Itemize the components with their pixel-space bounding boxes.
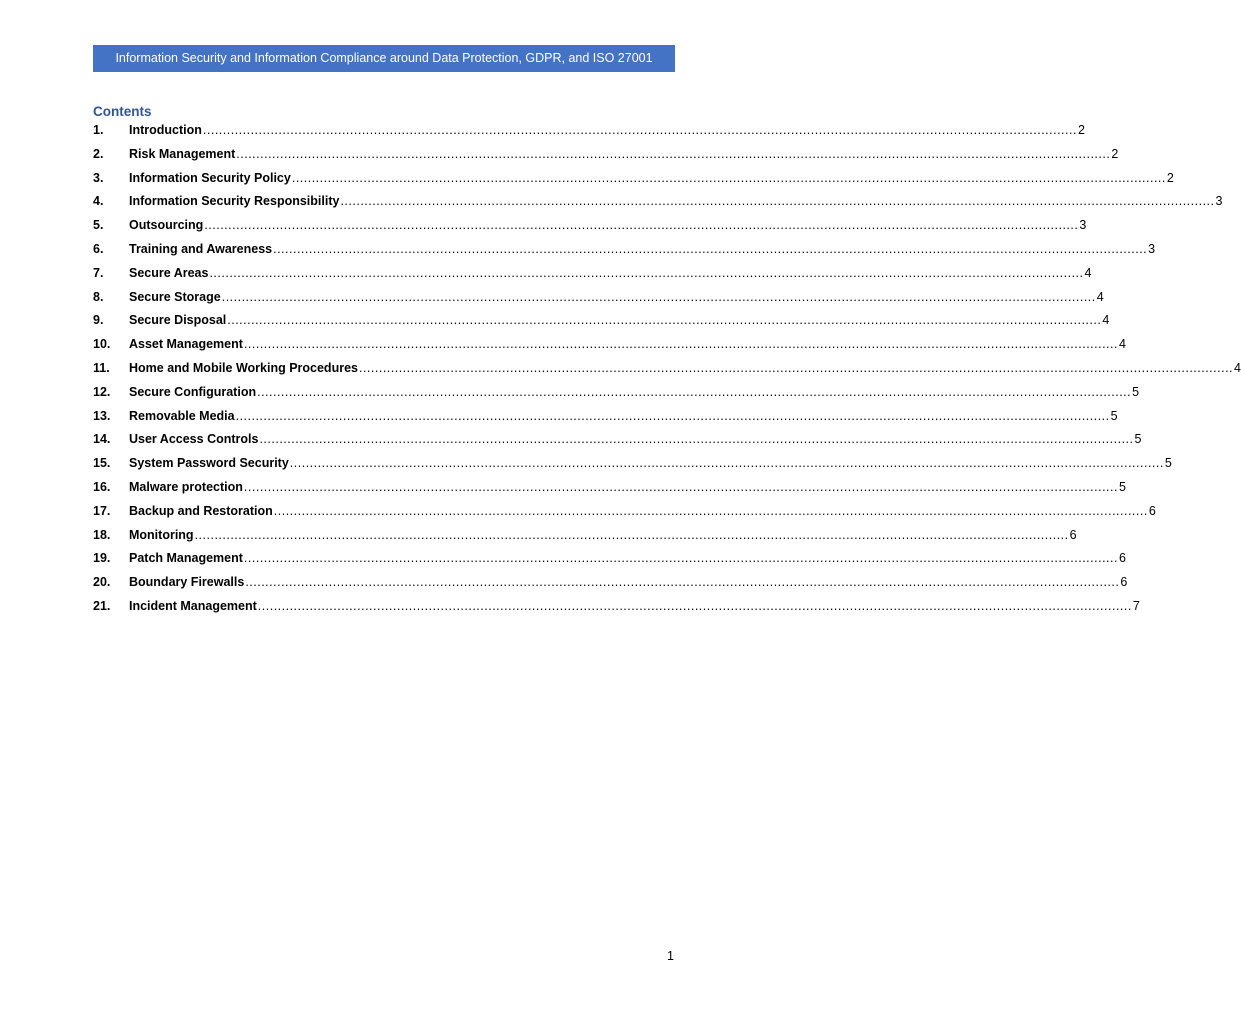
toc-dot-leader: ............................................................................................................................................................................................................................ bbox=[289, 456, 1164, 471]
toc-entry-title[interactable]: Information Security Responsibility bbox=[129, 194, 340, 209]
toc-entry-page: 5 bbox=[1134, 432, 1142, 447]
toc-entry[interactable] bbox=[93, 192, 1223, 216]
toc-entry-number: 10. bbox=[93, 337, 111, 352]
toc-heading: Contents bbox=[93, 104, 152, 119]
toc-dot-leader: ............................................................................................................................................................................................................................ bbox=[236, 146, 1111, 161]
toc-dot-leader: ............................................................................................................................................................................................................................ bbox=[204, 218, 1079, 233]
toc-entry[interactable] bbox=[93, 454, 1172, 478]
toc-entry-title[interactable]: Backup and Restoration bbox=[129, 503, 273, 518]
toc-entry-page: 4 bbox=[1234, 360, 1241, 375]
toc-entry-page: 2 bbox=[1111, 146, 1119, 161]
toc-entry-number: 19. bbox=[93, 551, 111, 566]
toc-entry-number: 20. bbox=[93, 575, 111, 590]
toc-entry-title[interactable]: Asset Management bbox=[129, 337, 243, 352]
toc-dot-leader: ............................................................................................................................................................................................................................ bbox=[235, 408, 1110, 423]
toc-dot-leader: ............................................................................................................................................................................................................................ bbox=[245, 575, 1120, 590]
page-number: 1 bbox=[667, 949, 674, 963]
toc-entry-page: 5 bbox=[1118, 479, 1126, 494]
toc-entry[interactable] bbox=[93, 264, 1092, 288]
toc-entry-number: 17. bbox=[93, 503, 111, 518]
toc-entry-number: 2. bbox=[93, 146, 104, 161]
toc-entry[interactable] bbox=[93, 526, 1077, 550]
toc-entry-page: 5 bbox=[1132, 384, 1140, 399]
toc-dot-leader: ............................................................................................................................................................................................................................ bbox=[257, 384, 1132, 399]
toc-entry-number: 21. bbox=[93, 598, 111, 613]
toc-entry-number: 4. bbox=[93, 194, 104, 209]
toc-entry[interactable] bbox=[93, 121, 1085, 145]
toc-entry-number: 7. bbox=[93, 265, 104, 280]
toc-entry-title[interactable]: Malware protection bbox=[129, 479, 243, 494]
toc-dot-leader: ............................................................................................................................................................................................................................ bbox=[259, 432, 1134, 447]
toc-dot-leader: ............................................................................................................................................................................................................................ bbox=[202, 123, 1077, 137]
toc-entry-title[interactable]: Information Security Policy bbox=[129, 170, 291, 185]
table-of-contents bbox=[93, 121, 1241, 621]
toc-entry-title[interactable]: Secure Areas bbox=[129, 265, 209, 280]
toc-entry[interactable] bbox=[93, 216, 1087, 240]
toc-entry-page: 5 bbox=[1164, 456, 1172, 471]
toc-entry[interactable] bbox=[93, 383, 1140, 407]
toc-entry-page: 7 bbox=[1132, 598, 1140, 613]
toc-dot-leader: ............................................................................................................................................................................................................................ bbox=[340, 194, 1215, 209]
toc-entry-title[interactable]: Monitoring bbox=[129, 527, 194, 542]
toc-entry-page: 2 bbox=[1077, 123, 1085, 137]
toc-entry[interactable] bbox=[93, 502, 1156, 526]
toc-entry-number: 11. bbox=[93, 360, 110, 375]
toc-entry-title[interactable]: Introduction bbox=[129, 123, 202, 137]
toc-entry-number: 9. bbox=[93, 313, 104, 328]
toc-entry-number: 13. bbox=[93, 408, 111, 423]
toc-entry-page: 4 bbox=[1102, 313, 1110, 328]
toc-dot-leader: ............................................................................................................................................................................................................................ bbox=[243, 479, 1118, 494]
document-header-banner bbox=[93, 45, 675, 72]
toc-entry-number: 8. bbox=[93, 289, 104, 304]
toc-entry[interactable] bbox=[93, 359, 1241, 383]
toc-entry-page: 2 bbox=[1166, 170, 1174, 185]
toc-entry[interactable] bbox=[93, 478, 1126, 502]
toc-entry-page: 6 bbox=[1118, 551, 1126, 566]
toc-entry-number: 3. bbox=[93, 170, 104, 185]
toc-entry[interactable] bbox=[93, 311, 1110, 335]
toc-dot-leader: ............................................................................................................................................................................................................................ bbox=[227, 313, 1102, 328]
toc-entry-page: 6 bbox=[1148, 503, 1156, 518]
toc-dot-leader: ............................................................................................................................................................................................................................ bbox=[221, 289, 1096, 304]
toc-entry-title[interactable]: Secure Disposal bbox=[129, 313, 227, 328]
toc-entry-title[interactable]: Boundary Firewalls bbox=[129, 575, 245, 590]
toc-entry-number: 14. bbox=[93, 432, 111, 447]
toc-entry-title[interactable]: Home and Mobile Working Procedures bbox=[129, 360, 358, 375]
toc-entry[interactable] bbox=[93, 240, 1156, 264]
toc-dot-leader: ............................................................................................................................................................................................................................ bbox=[257, 598, 1132, 613]
toc-entry[interactable] bbox=[93, 549, 1126, 573]
toc-entry-page: 6 bbox=[1069, 527, 1077, 542]
toc-entry-page: 3 bbox=[1215, 194, 1223, 209]
toc-entry-page: 3 bbox=[1079, 218, 1087, 233]
toc-entry-number: 12. bbox=[93, 384, 111, 399]
toc-entry-title[interactable]: Removable Media bbox=[129, 408, 235, 423]
toc-dot-leader: ............................................................................................................................................................................................................................ bbox=[273, 241, 1148, 256]
toc-entry-page: 4 bbox=[1084, 265, 1092, 280]
toc-entry-title[interactable]: System Password Security bbox=[129, 456, 289, 471]
toc-entry[interactable] bbox=[93, 145, 1119, 169]
toc-entry[interactable] bbox=[93, 288, 1104, 312]
toc-entry-title[interactable]: Secure Configuration bbox=[129, 384, 257, 399]
toc-entry-title[interactable]: Patch Management bbox=[129, 551, 243, 566]
toc-dot-leader: ............................................................................................................................................................................................................................ bbox=[273, 503, 1148, 518]
toc-entry-title[interactable]: Training and Awareness bbox=[129, 241, 273, 256]
toc-entry-title[interactable]: Secure Storage bbox=[129, 289, 221, 304]
toc-dot-leader: ............................................................................................................................................................................................................................ bbox=[243, 551, 1118, 566]
document-title: Information Security and Information Compliance around Data Protection, GDPR, and ISO 27001 bbox=[115, 51, 653, 65]
toc-entry-title[interactable]: User Access Controls bbox=[129, 432, 259, 447]
toc-entry-page: 6 bbox=[1120, 575, 1128, 590]
toc-dot-leader: ............................................................................................................................................................................................................................ bbox=[358, 360, 1234, 375]
toc-entry-title[interactable]: Risk Management bbox=[129, 146, 236, 161]
toc-dot-leader: ............................................................................................................................................................................................................................ bbox=[209, 265, 1084, 280]
toc-entry-number: 6. bbox=[93, 241, 104, 256]
toc-dot-leader: ............................................................................................................................................................................................................................ bbox=[243, 337, 1118, 352]
toc-entry[interactable] bbox=[93, 430, 1142, 454]
toc-entry-page: 3 bbox=[1148, 241, 1156, 256]
toc-entry-page: 5 bbox=[1110, 408, 1118, 423]
toc-entry-title[interactable]: Incident Management bbox=[129, 598, 257, 613]
toc-entry-number: 5. bbox=[93, 218, 104, 233]
toc-entry[interactable] bbox=[93, 407, 1118, 431]
toc-entry[interactable] bbox=[93, 335, 1126, 359]
toc-entry-title[interactable]: Outsourcing bbox=[129, 218, 204, 233]
toc-entry-page: 4 bbox=[1118, 337, 1126, 352]
toc-dot-leader: ............................................................................................................................................................................................................................ bbox=[291, 170, 1166, 185]
toc-entry[interactable] bbox=[93, 169, 1174, 193]
toc-entry-number: 15. bbox=[93, 456, 111, 471]
toc-entry-page: 4 bbox=[1096, 289, 1104, 304]
toc-entry-number: 18. bbox=[93, 527, 111, 542]
toc-entry[interactable] bbox=[93, 573, 1128, 597]
toc-dot-leader: ............................................................................................................................................................................................................................ bbox=[194, 527, 1069, 542]
toc-entry[interactable] bbox=[93, 597, 1140, 621]
toc-entry-number: 1. bbox=[93, 123, 104, 137]
toc-entry-number: 16. bbox=[93, 479, 111, 494]
